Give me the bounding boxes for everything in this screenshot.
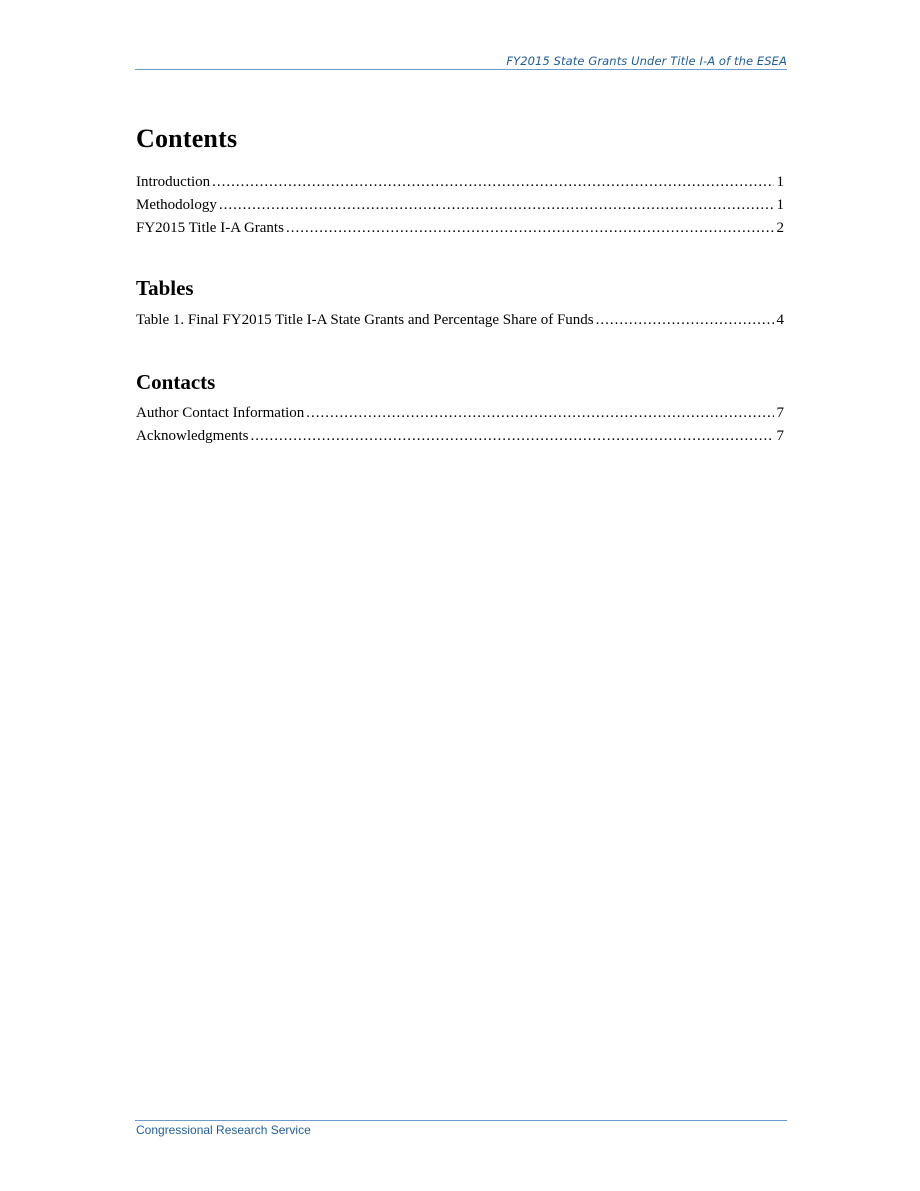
toc-entry-title: FY2015 Title I-A Grants <box>136 220 284 236</box>
toc-entry-methodology[interactable] <box>136 197 784 220</box>
header-rule <box>135 69 787 70</box>
footer-rule <box>135 1120 787 1121</box>
toc-entry-page: 1 <box>776 174 784 190</box>
toc-entry-introduction[interactable] <box>136 174 784 197</box>
tables-list <box>136 312 784 335</box>
toc-entry-fy2015-grants[interactable] <box>136 220 784 243</box>
toc-entry-title: Table 1. Final FY2015 Title I-A State Grants and Percentage Share of Funds <box>136 312 594 328</box>
toc-entry-page: 1 <box>776 197 784 213</box>
dot-leader <box>250 428 773 445</box>
running-header: FY2015 State Grants Under Title I-A of the ESEA <box>506 54 787 68</box>
contacts-list <box>136 405 784 451</box>
tables-heading: Tables <box>136 276 194 300</box>
running-footer: Congressional Research Service <box>136 1123 311 1137</box>
toc-entry-acknowledgments[interactable] <box>136 428 784 451</box>
dot-leader <box>306 405 773 422</box>
toc-entry-title: Introduction <box>136 174 211 190</box>
toc-entry-page: 7 <box>776 405 784 421</box>
toc-entry-title: Author Contact Information <box>136 405 305 421</box>
toc-entry-page: 7 <box>776 428 784 444</box>
toc-entry-title: Acknowledgments <box>136 428 249 444</box>
dot-leader <box>286 220 774 237</box>
toc-entry-page: 2 <box>776 220 784 236</box>
contents-heading: Contents <box>136 124 238 153</box>
contents-list <box>136 174 784 243</box>
dot-leader <box>219 197 774 214</box>
contacts-heading: Contacts <box>136 370 216 394</box>
dot-leader <box>212 174 773 191</box>
toc-entry-table-1[interactable] <box>136 312 784 335</box>
toc-entry-page: 4 <box>776 312 784 328</box>
dot-leader <box>596 312 774 329</box>
toc-entry-author-contact[interactable] <box>136 405 784 428</box>
toc-entry-title: Methodology <box>136 197 217 213</box>
